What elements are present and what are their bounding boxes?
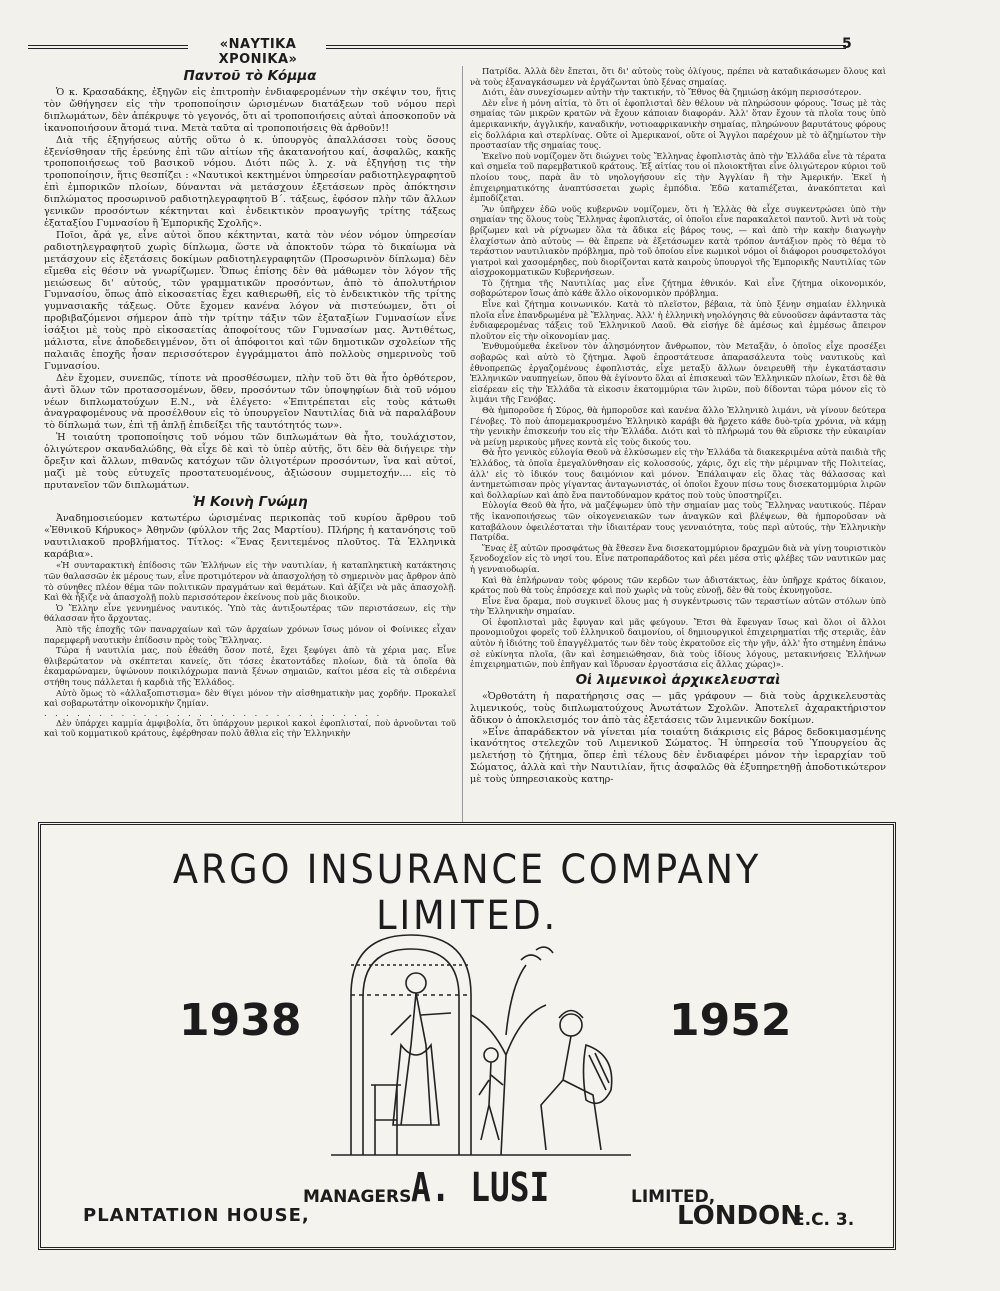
article-paragraph: Διὰ τῆς ἐξηγήσεως αὐτῆς οὕτω ὁ κ. ὑπουργὸς ἀπαλλάσσει τοὺς ὅσους ἐξενίσθησαν τῆς ἐρεύνης ἐπὶ τῶν αἰτίων τῆς ἀκατανοήτου καί, ἀσφαλῶς, κακῆς τροποποιήσεως τοῦ βασικοῦ νόμου. Διότι πῶς λ. χ. νὰ ἐξηγήσῃ τις τὴν τροποποίησιν, ἥτις θεσπίζει : «Ναυτικοὶ κεκτημένοι ὑπηρεσίαν ραδιοτηλεγραφητοῦ ἐπὶ ἐμπορικῶν πλοίων, δύνανται νὰ μετάσχουν ἐξετάσεων πρὸς ἀπόκτησιν διπλώματος προσωρινοῦ ραδιοτηλεγραφητοῦ Β΄. τάξεως, ἐφόσον πλὴν τῶν ἄλλων γενικῶν προσόντων κέκτηνται καὶ ἐνδεικτικὸν προαγωγῆς τρίτης τάξεως ἑξαταξίου Γυμνασίου ἢ Ἐμπορικῆς Σχολῆς». [44, 134, 456, 229]
ellipsis-separator: . . . . . . . . . . . . . . . . . . . . . . . . . . . . . . . [44, 708, 383, 718]
article-paragraph: Ἀναδημοσιεύομεν κατωτέρω ὡρισμένας περικοπὰς τοῦ κυρίου ἄρθρου τοῦ «Ἐθνικοῦ Κήρυκος» Ἀθηνῶν (φύλλον τῆς 2ας Μαρτίου). Πλήρης ἡ κατανόησις τοῦ ναυτιλιακοῦ προβλήματος. Τίτλος: «Ἕνας ξενιτεμένος πλοῦτος. Τὰ Ἑλληνικὰ καράβια». [44, 512, 456, 560]
quoted-paragraph: Διότι, ἐὰν συνεχίσωμεν αὐτὴν τὴν τακτικήν, τὸ Ἔθνος θὰ ζημιώσῃ ἀκόμη περισσότερον. [482, 87, 862, 98]
ad-company-name: ARGO INSURANCE COMPANY LIMITED. [172, 847, 762, 939]
article-paragraph: Ἡ τοιαύτη τροποποίησις τοῦ νόμου τῶν διπλωμάτων θὰ ἦτο, τουλάχιστον, ὀλιγώτερον σκανδαλώδης, θὰ εἶχε δὲ καὶ τὸ ὑπὲρ αὐτῆς, ὅτι δὲν θὰ διήγειρε τὴν ὄρεξιν καὶ ἄλλων, πιθανῶς κατόχων τῶν ὀλιγοτέρων προσόντων, ἵνα καὶ αὐτοί, μαζὶ μὲ τοὺς εὐτυχεῖς προστατευομένους, ἀξιώσουν συμμετοχήν.... εἰς τὸ πρυτανεῖον τῶν διπλωμάτων. [44, 432, 456, 491]
quoted-paragraph: Ἐκεῖνο ποὺ νομίζομεν ὅτι διώχνει τοὺς Ἕλληνας ἐφοπλιστὰς ἀπὸ τὴν Ἑλλάδα εἶνε τὰ τέρατα καὶ σημεῖα τοῦ παρεμβατικοῦ κράτους. Ἐξ αἰτίας του οἱ πλοιοκτῆται εἶνε ὀλιγώτερον κύριοι τοῦ πλοίου τους, παρὰ ἂν τὸ νηολογήσουν εἰς τὴν Ἀγγλίαν ἢ τὴν Ἀμερικήν. Ἐκεῖ ἡ ἐπιχειρηματικότης ἀναπτύσσεται χωρὶς ἐμπόδια. Ἐδῶ καταπιέζεται, ἀνακόπτεται καὶ ἐμποδίζεται. [470, 150, 886, 204]
page-number: 5 [842, 36, 852, 52]
quoted-paragraph: Τώρα ἡ ναυτιλία μας, ποὺ ἐθεάθη ὅσον ποτέ, ἔχει ξεφύγει ἀπὸ τὰ χέρια μας. Εἶνε θλιβερώτατον νὰ σκέπτεται κανείς, ὅτι τόσες ἑκατοντάδες πλοίων, διὰ τὰ ὁποῖα θὰ ἐκαμαρώναμεν, ὑψώνουν ποικιλόχρωμα πανιὰ ξένων σημαιῶν, καίτοι μέσα εἰς τὰ σιδερένια στήθη τους πάλλεται ἡ καρδιὰ τῆς Ἑλλάδος. [44, 645, 456, 687]
article-paragraph: Ποῖοι, ἄρά γε, εἶνε αὐτοὶ ὅπου κέκτηνται, κατὰ τὸν νέον νόμον ὑπηρεσίαν ραδιοτηλεγραφητοῦ χωρὶς δίπλωμα, ὥστε νὰ ἀποκτοῦν τώρα τὸ δικαίωμα νὰ μετάσχουν εἰς ἐξετάσεις δοκίμων ραδιοτηλεγραφητῶν (Προσωρινὸν δίπλωμα) δὲν εἴμεθα εἰς θέσιν νὰ γνωρίζωμεν. Ὅπως ἐπίσης δὲν θὰ μάθωμεν τὸν λόγον τῆς μειώσεως δι' αὐτούς, τῶν γραμματικῶν προσόντων, ἀπὸ τὸ ἀπολυτήριον Γυμνασίου, ὅπως ἀπὸ εἰκοσαετίας ἔχει καθιερωθῆ, εἰς τὸ ἐνδεικτικὸν τῆς τρίτης γυμνασιακῆς τάξεως. Οὔτε ἔχομεν κανένα λόγον νὰ πιστεύωμεν, ὅτι οἱ προβιβαζόμενοι σήμερον ἀπὸ τὴν τρίτην τάξιν τῶν ἑξαταξίων Γυμνασίων εἶνε ἱσάξιοι μὲ τοὺς πρὸ εἰκοσαετίας ἀποφοίτους τῶν Γυμνασίων μας. Ἀντιθέτως, μάλιστα, εἶνε ἀποδεδειγμένον, ὅτι οἱ ἀπόφοιτοι καὶ τῶν δημοτικῶν σχολείων τῆς παλαιᾶς ἐποχῆς ἦσαν περισσότερον ἐγγράμματοι ἀπὸ πολλοὺς σημερινοὺς τοῦ Γυμνασίου. [44, 229, 456, 372]
quoted-paragraph: Εἶνε καὶ ζήτημα κοινωνικόν. Κατὰ τὸ πλεῖστον, βέβαια, τὰ ὑπὸ ξένην σημαίαν ἑλληνικὰ πλοῖα εἶνε ἐπανδρωμένα μὲ Ἕλληνας. Ἀλλ' ἡ ἑλληνικὴ νηολόγησις θὰ εὐνοοῦσεν ἀφάνταστα τὰς ἐνδιαφερομένας τάξεις τοῦ Ἑλληνικοῦ Λαοῦ. Θὰ εἰσήγε δὲ ἀμέσως καὶ ἐμμέσως ἄπειρον πλοῦτον εἰς τὴν οἰκονομίαν μας. [470, 299, 886, 341]
ad-managers-name: A. LUSI [411, 1165, 550, 1211]
quoted-paragraph: Αὐτὸ ὅμως τὸ «ἀλλαξοπιστισμα» δὲν θίγει μόνον τὴν αἰσθηματικὴν μας χορδήν. Προκαλεῖ καὶ σοβαρωτάτην οἰκονομικὴν ζημίαν. [44, 687, 456, 709]
quoted-paragraph: Θὰ ἦτο γενικὸς εὐλογία Θεοῦ νὰ ἑλκύσωμεν εἰς τὴν Ἑλλάδα τὰ διακεκριμένα αὐτὰ παιδιὰ τῆς Ἑλλάδος, τὰ ὁποῖα ἐμεγαλύνθησαν εἰς κολοσσούς, χάρις, ὄχι εἰς τὴν μέριμναν τῆς Πολιτείας, ἀλλ' εἰς τὸ ἰδικόν τους δαιμόνιον καὶ μόνον. Ἐπάλαιψαν εἰς ὅλας τὰς θάλασσας καὶ ἀντημετώπισαν πρὸς γίγαντας ἀνταγωνιστάς, οἱ ὁποῖοι ἔχουν πίσω τους δισεκατομμύρια λιρῶν καὶ δολλαρίων καὶ ἀπὸ ἕνα παντοδύναμον κράτος ποὺ τοὺς ὑποστηρίζει. [470, 447, 886, 500]
article-paragraph: Ὁ κ. Κρασαδάκης, ἐξηγῶν εἰς ἐπιτροπὴν ἐνδιαφερομένων τὴν σκέψιν του, ἥτις τὸν ὤθήγησεν εἰς τὴν τροποποίησιν ὡρισμένων διατάξεων τοῦ νόμου περὶ διπλωμάτων, δὲν ἀπέκρυψε τὸ γεγονός, ὅτι αἱ τροποποιήσεις αὐταὶ ἀποσκοποῦν νὰ ἱκανοποιήσουν ἄτομά τινα. Μετὰ ταῦτα αἱ τροποποιήσεις θὰ ἀρθοῦν!! [44, 87, 456, 134]
ad-address: PLANTATION HOUSE, [83, 1205, 310, 1226]
quoted-paragraph: Πατρίδα. Ἀλλὰ δὲν ἔπεται, ὅτι δι' αὐτοὺς τοὺς ὀλίγους, πρέπει νὰ καταδικάσωμεν ὅλους καὶ νὰ τοὺς ἐξαναγκάσωμεν νὰ ἐργάζωνται ὑπὸ ξένας σημαίας. [470, 66, 886, 87]
quoted-paragraph: «Ἡ συνταρακτικὴ ἐπίδοσις τῶν Ἑλλήνων εἰς τὴν ναυτιλίαν, ἡ καταπληκτικὴ κατάκτησις τῶν θαλασσῶν ἐκ μέρους των, εἶνε προτιμότερον νὰ ἀπασχολήσῃ τὸ σημερινὸν μας ἄρθρον ἀπὸ τὸ σύνηθες πλέον θέμα τῶν πολιτικῶν πραγμάτων καὶ θεμάτων. Καὶ ἀξίζει νὰ μᾶς ἀπασχολῇ. Καὶ θὰ ἦξιζε νὰ ἀπασχολῇ πολὺ περισσότερον ἐκείνους ποὺ μᾶς διοικοῦν. [44, 560, 456, 603]
ad-city: LONDON [677, 1201, 802, 1231]
ad-year-end: 1952 [669, 995, 792, 1046]
running-header [28, 36, 858, 67]
quoted-paragraph: Δὲν ὑπάρχει καμμία ἀμφιβολία, ὅτι ὑπάρχουν μερικοὶ κακοὶ ἐφοπλισταί, ποὺ ἀρνοῦνται τοῦ καὶ τοῦ κομματικοῦ κράτους, ἐφέρθησαν πολὺ ἄθλια εἰς τὴν Ἑλληνικὴν [44, 717, 456, 739]
ad-managers-suffix: LIMITED, [631, 1187, 716, 1207]
quoted-paragraph: Εὐλογία Θεοῦ θὰ ἦτο, νὰ μαζέψωμεν ὑπὸ τὴν σημαίαν μας τοὺς Ἕλληνας ναυτικούς. Πέραν τῆς ἱκανοποιήσεως τῶν οἰκογενειακῶν των ἀναγκῶν καὶ βλέψεων, θὰ ἠμποροῦσαν νὰ καταβάλουν ὀφειλέσταται τὴν ἰδιαιτέραν τους γενναιότητα, τοὺς περὶ αὐτούς, τὴν Ἑλληνικὴν Πατρίδα. [470, 500, 886, 543]
article-paragraph: Δὲν ἔχομεν, συνεπῶς, τίποτε νὰ προσθέσωμεν, πλὴν τοῦ ὅτι θὰ ἦτο ὀρθότερον, ἀντὶ ὅλων τῶν προτασσομένων, ὅθεν, προσόντων τῶν ὑποψηφίων διὰ τοῦ νόμου νέων διπλωματούχων Ε.Ν., νὰ ἐλέγετο: «Ἐπιτρέπεται εἰς τοὺς κάτωθι ἀναγραφομένους νὰ προσέλθουν εἰς τὸ ὑπουργεῖον Ναυτιλίας διὰ νὰ παραλάβουν τὸ δίπλωμά των, ἐπὶ τῇ ἁπλῇ ἐπιδείξει τῆς ταυτότητός των». [44, 372, 456, 432]
ad-managers-label: MANAGERS [303, 1187, 412, 1207]
left-column [44, 66, 456, 796]
insurance-advertisement [38, 822, 896, 1250]
ad-year-start: 1938 [179, 995, 302, 1046]
quoted-paragraph: Ἕνας ἐξ αὐτῶν προσφάτως θὰ ἔθεσεν ἕνα δισεκατομμύριον δραχμῶν διὰ νὰ γίνῃ τουριστικὸν ξενοδοχεῖον εἰς τὸ νησί του. Εἶνε πατροπαράδοτος καὶ ρέει μέσα στὶς φλέβες τῶν ναυτικῶν μας ἡ γενναιοδωρία. [470, 542, 886, 574]
article-paragraph: «Ὀρθοτάτη ἡ παρατήρησις σας — μᾶς γράφουν — διὰ τοὺς ἀρχικελευστὰς λιμενικούς, τοὺς διπλωματούχους Ἀνωτάτων Σχολῶν. Ἀποτελεῖ ἀχαρακτήριστον ἄδικον ὁ ἀποκλεισμός τον ἀπὸ τὰς ἐξετάσεις τῶν λιμενικῶν δοκίμων. [470, 690, 886, 726]
header-rule-left [28, 45, 188, 49]
quoted-paragraph: Τὸ ζήτημα τῆς Ναυτιλίας μας εἶνε ζήτημα ἐθνικόν. Καὶ εἶνε ζήτημα οἰκονομικόν, σοβαρώτερον ἴσως ἀπὸ κάθε ἄλλο οἰκονομικὸν πρόβλημα. [470, 277, 886, 299]
right-column [470, 66, 886, 826]
quoted-paragraph: Ἐνθυμούμεθα ἐκεῖνον τὸν ἀλησμόνητον ἄνθρωπον, τὸν Μεταξᾶν, ὁ ὁποῖος εἶχε προσέξει σοβαρῶς καὶ αὐτὸ τὸ ζήτημα. Ἀφοῦ ἐπροστάτευσε ἀπαρασάλευτα τοὺς ναυτικοὺς καὶ ἐθνοπρεπῶς ἐργαζομένους ἐφοπλιστάς, εἶχε μεταξὺ ἄλλων ὀνειρευθῆ τὴν ἐγκατάστασιν Ἑλληνικῶν ναυπηγείων, ὅπου θὰ ἐγίνοντο ὅλαι αἱ ἐπισκευαὶ τῶν Ἑλληνικῶν πλοίων, ἔτσι δὲ θὰ εἰσέρεαν εἰς τὴν Ἑλλάδα τὰ εἰκοσιν ἑκατομμύρια τῶν λιρῶν, ποὺ δίδονται τώρα μόνον εἰς τὸ λιμάνι τῆς Γενόβας. [470, 341, 886, 405]
running-title: «ΝΑΥΤΙΚΑ ΧΡΟΝΙΚΑ» [218, 37, 298, 67]
quoted-paragraph: Καὶ θὰ ἐπλήρωναν τοὺς φόρους τῶν κερδῶν των ἀδιστάκτως, ἐὰν ὑπῆρχε κράτος δίκαιον, κράτος ποὺ θὰ τοὺς ἐπρόσεχε καὶ ποὺ χωρὶς νὰ τοὺς εὐνοῇ, δὲν θὰ τοὺς ἐκυνηγοῦσε. [470, 574, 886, 596]
header-rule-right [326, 45, 846, 49]
ad-city-code: E.C. 3. [793, 1210, 855, 1230]
quoted-paragraph: Θὰ ἠμποροῦσε ἡ Σύρος, θὰ ἠμποροῦσε καὶ κανένα ἄλλο Ἑλληνικὸ λιμάνι, νὰ γίνουν δεύτερα Γένοβες. Τὸ ποὺ ἀπομεμακρυσμένο Ἑλληνικὸ καράβι θὰ ἤρχετο κάθε δυὸ-τρία χρόνια, νὰ κάμῃ τὴν γενικὴν ἐπισκευήν του εἰς τὴν Ἑλλάδα. Διότι καὶ τὸ πλήρωμά του θὰ εὕρισκε τὴν εὐκαιρίαν νὰ μείνῃ μερικοὺς μῆνες κοντὰ εἰς τοὺς δικούς του. [470, 405, 886, 447]
article-heading-port-officers: Οἱ λιμενικοὶ ἀρχικελευσταὶ [575, 671, 781, 688]
quoted-paragraph: Δὲν εἶνε ἡ μόνη αἰτία, τὸ ὅτι οἱ ἐφοπλισταὶ δὲν θέλουν νὰ πληρώσουν φόρους. Ἴσως μὲ τὰς σημαίας τῶν μικρῶν κρατῶν νὰ ἔχουν κάποιαν διαφοράν. Ἀλλ' ὅταν ἔχουν τὰ πλοῖα τους ὑπὸ ἀμερικανικήν, ἀγγλικήν, καναδικήν, νοτιοαφρικανικὴν σημαίας, πληρώνουν βαρυτάτους φόρους εἰς δολλάρια καὶ στερλίνας. Οὔτε οἱ Ἀμερικανοί, οὔτε οἱ Ἄγγλοι παρέχουν μὲ τὸ ἀζημίωτον τὴν προστασίαν τῆς σημαίας τους. [470, 97, 886, 151]
classical-scene-illustration [331, 905, 631, 1165]
quoted-paragraph: Εἶνε ἕνα ὄραμα, ποὺ συγκινεῖ ὅλους μας ἡ συγκέντρωσις τῶν τεραστίων αὐτῶν στόλων ὑπὸ τὴν Ἑλληνικὴν σημαίαν. [470, 595, 886, 617]
article-paragraph: »Εἶνε ἀπαράδεκτον νὰ γίνεται μία τοιαύτη διάκρισις εἰς βάρος δεδοκιμασμένης ἱκανότητος στελεχῶν τοῦ Λιμενικοῦ Σώματος. Ἡ ὑπηρεσία τοῦ Ὑπουργείου ἂς μελετήσῃ τὸ ζήτημα, ὅπερ ἐπὶ τέλους δὲν ἐνδιαφέρει μόνον τὴν ἱεραρχίαν τοῦ Σώματος, ἀλλὰ καὶ τὴν Ναυτιλίαν, ἥτις ἀσφαλῶς θὰ ἐξυπηρετηθῇ ἀποδοτικώτερον μὲ τοὺς ὑπηρεσιακοὺς κατηρ- [470, 726, 886, 786]
quoted-paragraph: Οἱ ἐφοπλισταὶ μᾶς ἔφυγαν καὶ μᾶς φεύγουν. Ἔτσι θὰ ἔφευγαν ἴσως καὶ ὅλοι οἱ ἄλλοι προνομιοῦχοι φορεῖς τοῦ ἑλληνικοῦ δαιμονίου, οἱ δημιουργικοὶ ἐπιχειρηματίαι τῆς στεριᾶς, ἐὰν αὐτὸν ἡ ἰδιότης τοῦ ἐπαγγέλματός των δὲν τοὺς ἐκρατοῦσε εἰς τὴν γῆν, ἀλλ' ἦτο στημένη ἐπάνω σὲ εὐκίνητα πλοῖα, (ἂν καὶ ἐσημειώθησαν, διὰ τοὺς ἰδίους λόγους, μετακινήσεις Ἑλλήνων ἐπιχειρηματιῶν, ποὺ ἐπῆγαν καὶ ἵδρυσαν ἐργοστάσια εἰς ἄλλας χώρας)». [470, 616, 886, 670]
article-heading-party: Παντοῦ τὸ Κόμμα [183, 68, 317, 84]
article-heading-public-opinion: Ἡ Κοινὴ Γνώμη [192, 493, 308, 510]
quoted-paragraph: Ὁ Ἕλλην εἶνε γεννημένος ναυτικός. Ὑπὸ τὰς ἀντιξοωτέρας τῶν περιστάσεων, εἰς τὴν θάλασσαν ἦτο ἄρχοντας. [44, 602, 456, 624]
column-divider [462, 66, 463, 826]
quoted-paragraph: Ἀπὸ τῆς ἐποχῆς τῶν παναρχαίων καὶ τῶν ἀρχαίων χρόνων ἴσως μόνον οἱ Φοίνικες εἶχαν παρεμφερῆ ναυτικὴν ἐπίδοσιν πρὸς τοὺς Ἕλληνας. [44, 624, 456, 645]
quoted-paragraph: Ἂν ὑπῆρχεν ἐδῶ νοῦς κυβερνῶν νομίζομεν, ὅτι ἡ Ἑλλὰς θὰ εἶχε συγκεντρώσει ὑπὸ τὴν σημαίαν της ὅλους τοὺς Ἕλληνας ἐφοπλιστάς, οἱ ὁποῖοι εἶνε παρακαλετοὶ παντοῦ. Ἀντὶ νὰ τοὺς βρίζωμεν καὶ νὰ ρίχνωμεν ὅλα τὰ ἄδικα εἰς βάρος τους, — καὶ ἀπὸ τὴν κακὴν διαγωγὴν ἐλαχίστων ἀπὸ αὐτοὺς — θὰ ἔπρεπε νὰ ἐξετάσωμεν κατὰ τρόπον ἀντάξιον πρὸς τὸ θέμα τὸ τεράστιον ναυτιλιακὸν πρόβλημα, πρὸ τοῦ ὁποίου εἶνε κωμικοὶ νόμοι οἱ διάφοροι ρουσφετολόγοι γιατροὶ καὶ χασομέρηδες, ποὺ διορίζονται κατὰ καιροὺς ὑπουργοὶ τῆς Ἐμπορικῆς Ναυτιλίας τῶν αἰσχροκομματικῶν Κυβερνήσεων. [470, 203, 886, 278]
